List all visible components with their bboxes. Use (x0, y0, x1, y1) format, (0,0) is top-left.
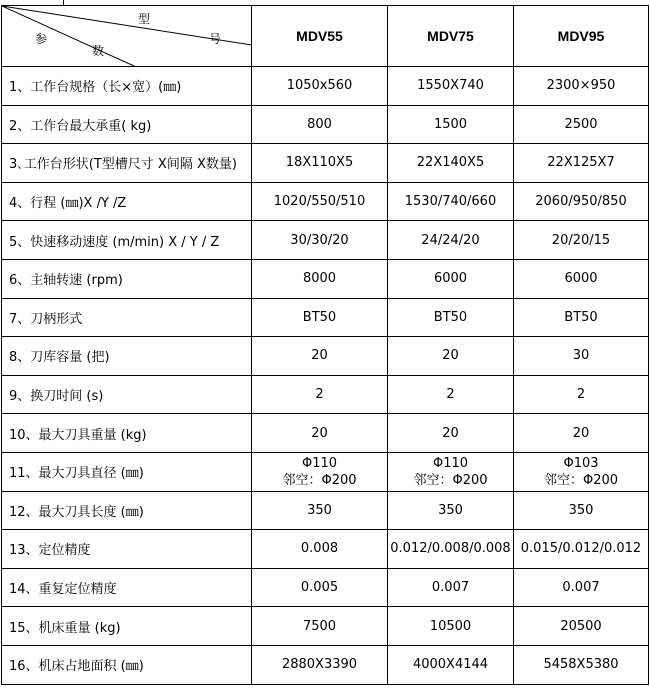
table-row (2, 568, 649, 607)
cell-line-2: 邻空：Φ200 (543, 472, 619, 488)
cell-value: 20 (514, 414, 649, 453)
cell-value: 2 (388, 375, 514, 414)
cell-value: 20 (388, 337, 514, 376)
cell-value (388, 452, 514, 491)
table-row (2, 259, 649, 298)
cell-value: 2 (252, 375, 388, 414)
row-label: 4、行程 (㎜)X /Y /Z (2, 182, 252, 221)
table-row (2, 452, 649, 491)
cell-value: 350 (252, 491, 388, 530)
cell-value: 30 (514, 337, 649, 376)
cell-value: 0.005 (252, 568, 388, 607)
model-header-mdv95: MDV95 (514, 6, 649, 67)
cell-value: 8000 (252, 259, 388, 298)
row-label: 8、刀库容量 (把) (2, 337, 252, 376)
table-row (2, 375, 649, 414)
cell-value: 4000X4144 (388, 645, 514, 684)
table-row (2, 337, 649, 376)
cell-value: 2500 (514, 105, 649, 144)
table-row (2, 67, 649, 106)
cell-value: 1550X740 (388, 67, 514, 106)
row-label: 10、最大刀具重量 (kg) (2, 414, 252, 453)
cell-value: BT50 (252, 298, 388, 337)
table-row (2, 414, 649, 453)
row-label: 12、最大刀具长度 (㎜) (2, 491, 252, 530)
row-label: 11、最大刀具直径 (㎜) (2, 452, 252, 491)
cell-line-2: 邻空：Φ200 (413, 472, 488, 488)
cell-value: 6000 (514, 259, 649, 298)
model-header-mdv55: MDV55 (252, 6, 388, 67)
table-row (2, 144, 649, 183)
cell-value: 1020/550/510 (252, 182, 388, 221)
cell-line-2: 邻空：Φ200 (282, 472, 357, 488)
row-label: 14、重复定位精度 (2, 568, 252, 607)
row-label: 13、定位精度 (2, 530, 252, 569)
cell-value: 0.007 (514, 568, 649, 607)
cell-value: 7500 (252, 607, 388, 646)
cell-value: 10500 (388, 607, 514, 646)
cell-value: BT50 (514, 298, 649, 337)
cell-value: 5458X5380 (514, 645, 649, 684)
cell-value (514, 452, 649, 491)
cell-value: 2880X3390 (252, 645, 388, 684)
cell-value: 0.015/0.012/0.012 (514, 530, 649, 569)
cell-value: 22X125X7 (514, 144, 649, 183)
corner-label-top: 型 (138, 12, 151, 26)
table-row (2, 298, 649, 337)
cell-value: 20 (388, 414, 514, 453)
cell-value: 800 (252, 105, 388, 144)
cell-value: 18X110X5 (252, 144, 388, 183)
cell-value: 6000 (388, 259, 514, 298)
cell-value: 20 (252, 337, 388, 376)
cell-value: 20500 (514, 607, 649, 646)
spec-table (1, 5, 649, 685)
row-label: 3､工作台形状(T型槽尺寸 X间隔 X数量) (2, 144, 252, 183)
cell-line-1: Φ103 (563, 455, 599, 471)
cell-value: 0.007 (388, 568, 514, 607)
cell-value: 350 (388, 491, 514, 530)
row-label: 7、刀柄形式 (2, 298, 252, 337)
cell-value: 24/24/20 (388, 221, 514, 260)
table-row (2, 221, 649, 260)
table-row (2, 530, 649, 569)
cell-value (252, 452, 388, 491)
cell-value: 2060/950/850 (514, 182, 649, 221)
row-label: 16、机床占地面积 (㎜) (2, 645, 252, 684)
model-header-mdv75: MDV75 (388, 6, 514, 67)
cell-value: 350 (514, 491, 649, 530)
row-label: 2、工作台最大承重( kg) (2, 105, 252, 144)
cell-value: 2300×950 (514, 67, 649, 106)
cell-value: 1530/740/660 (388, 182, 514, 221)
table-row (2, 182, 649, 221)
cell-value: 22X140X5 (388, 144, 514, 183)
corner-label-bottom: 数 (92, 44, 105, 58)
diagonal-header-cell (2, 6, 252, 67)
cell-line-1: Φ110 (432, 455, 469, 471)
row-label: 9、换刀时间 (s) (2, 375, 252, 414)
row-label: 6、主轴转速 (rpm) (2, 259, 252, 298)
row-label: 15、机床重量 (kg) (2, 607, 252, 646)
cell-value: 20/20/15 (514, 221, 649, 260)
corner-label-left: 参 (35, 32, 48, 46)
cell-value: 0.012/0.008/0.008 (388, 530, 514, 569)
table-row (2, 607, 649, 646)
table-row (2, 491, 649, 530)
cell-value: 0.008 (252, 530, 388, 569)
header-row (2, 6, 649, 67)
cell-value: 1500 (388, 105, 514, 144)
cell-value: 2 (514, 375, 649, 414)
corner-label-right: 号 (209, 32, 222, 46)
row-label: 1、工作台规格（长×宽）(㎜) (2, 67, 252, 106)
table-row (2, 645, 649, 684)
table-row (2, 105, 649, 144)
cell-value: 20 (252, 414, 388, 453)
row-label: 5、快速移动速度 (m/min) X / Y / Z (2, 221, 252, 260)
cell-value: 1050x560 (252, 67, 388, 106)
cell-value: 30/30/20 (252, 221, 388, 260)
cell-value: BT50 (388, 298, 514, 337)
cell-line-1: Φ110 (301, 455, 338, 471)
